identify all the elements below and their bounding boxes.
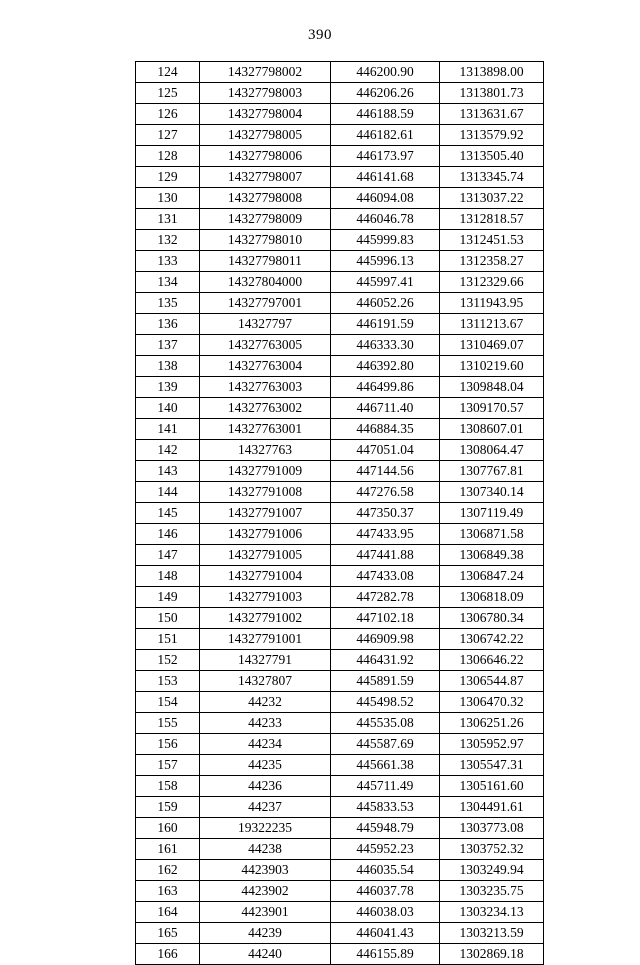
table-cell-id: 14327763 xyxy=(200,440,331,461)
table-row xyxy=(136,650,544,671)
table-cell-easting: 447276.58 xyxy=(331,482,440,503)
table-cell-id: 14327791005 xyxy=(200,545,331,566)
table-cell-easting: 447433.95 xyxy=(331,524,440,545)
table-cell-northing: 1306646.22 xyxy=(440,650,544,671)
page-number: 390 xyxy=(308,27,332,43)
table-cell-id: 44240 xyxy=(200,944,331,965)
table-row xyxy=(136,629,544,650)
table-row xyxy=(136,545,544,566)
table-cell-index: 156 xyxy=(136,734,200,755)
table-row xyxy=(136,860,544,881)
table-cell-northing: 1303752.32 xyxy=(440,839,544,860)
table-row xyxy=(136,818,544,839)
table-row xyxy=(136,524,544,545)
table-cell-easting: 446173.97 xyxy=(331,146,440,167)
table-cell-northing: 1309848.04 xyxy=(440,377,544,398)
table-cell-index: 144 xyxy=(136,482,200,503)
table-cell-northing: 1312329.66 xyxy=(440,272,544,293)
table-cell-id: 14327791008 xyxy=(200,482,331,503)
table-cell-easting: 446392.80 xyxy=(331,356,440,377)
table-cell-id: 44238 xyxy=(200,839,331,860)
table-cell-id: 14327798002 xyxy=(200,62,331,83)
table-cell-easting: 446052.26 xyxy=(331,293,440,314)
table-row xyxy=(136,251,544,272)
table-cell-index: 161 xyxy=(136,839,200,860)
table-cell-index: 148 xyxy=(136,566,200,587)
coordinates-table-container xyxy=(135,61,539,965)
table-row xyxy=(136,272,544,293)
table-cell-index: 140 xyxy=(136,398,200,419)
table-row xyxy=(136,671,544,692)
table-cell-northing: 1312451.53 xyxy=(440,230,544,251)
table-cell-id: 14327791002 xyxy=(200,608,331,629)
table-cell-northing: 1306871.58 xyxy=(440,524,544,545)
table-cell-easting: 446884.35 xyxy=(331,419,440,440)
table-cell-id: 14327791004 xyxy=(200,566,331,587)
table-cell-index: 128 xyxy=(136,146,200,167)
table-cell-northing: 1303773.08 xyxy=(440,818,544,839)
table-row xyxy=(136,839,544,860)
table-cell-northing: 1307340.14 xyxy=(440,482,544,503)
table-cell-easting: 446041.43 xyxy=(331,923,440,944)
table-cell-northing: 1313801.73 xyxy=(440,83,544,104)
table-cell-index: 134 xyxy=(136,272,200,293)
table-cell-northing: 1304491.61 xyxy=(440,797,544,818)
table-row xyxy=(136,461,544,482)
table-cell-easting: 447441.88 xyxy=(331,545,440,566)
table-cell-easting: 446909.98 xyxy=(331,629,440,650)
table-cell-index: 147 xyxy=(136,545,200,566)
table-cell-index: 155 xyxy=(136,713,200,734)
table-cell-northing: 1310219.60 xyxy=(440,356,544,377)
table-cell-id: 14327798006 xyxy=(200,146,331,167)
table-cell-id: 14327798007 xyxy=(200,167,331,188)
table-row xyxy=(136,482,544,503)
table-row xyxy=(136,692,544,713)
table-cell-index: 138 xyxy=(136,356,200,377)
table-cell-id: 14327797 xyxy=(200,314,331,335)
table-cell-index: 146 xyxy=(136,524,200,545)
table-cell-easting: 446182.61 xyxy=(331,125,440,146)
coordinates-table xyxy=(135,61,544,965)
table-row xyxy=(136,776,544,797)
table-cell-id: 4423902 xyxy=(200,881,331,902)
table-cell-easting: 445833.53 xyxy=(331,797,440,818)
table-cell-id: 14327763003 xyxy=(200,377,331,398)
table-cell-index: 149 xyxy=(136,587,200,608)
table-cell-northing: 1313579.92 xyxy=(440,125,544,146)
table-cell-index: 133 xyxy=(136,251,200,272)
table-row xyxy=(136,335,544,356)
table-row xyxy=(136,755,544,776)
table-cell-index: 126 xyxy=(136,104,200,125)
table-cell-index: 131 xyxy=(136,209,200,230)
table-cell-easting: 447433.08 xyxy=(331,566,440,587)
table-row xyxy=(136,713,544,734)
table-cell-easting: 445999.83 xyxy=(331,230,440,251)
table-cell-id: 14327763002 xyxy=(200,398,331,419)
table-row xyxy=(136,293,544,314)
table-cell-index: 127 xyxy=(136,125,200,146)
table-row xyxy=(136,797,544,818)
table-cell-index: 136 xyxy=(136,314,200,335)
table-cell-easting: 445587.69 xyxy=(331,734,440,755)
table-cell-id: 44237 xyxy=(200,797,331,818)
table-cell-northing: 1306847.24 xyxy=(440,566,544,587)
table-cell-index: 125 xyxy=(136,83,200,104)
table-row xyxy=(136,188,544,209)
table-cell-id: 14327763004 xyxy=(200,356,331,377)
table-cell-easting: 446094.08 xyxy=(331,188,440,209)
table-cell-easting: 445711.49 xyxy=(331,776,440,797)
table-cell-northing: 1313898.00 xyxy=(440,62,544,83)
table-row xyxy=(136,314,544,335)
table-cell-id: 14327798004 xyxy=(200,104,331,125)
table-cell-northing: 1303234.13 xyxy=(440,902,544,923)
table-cell-northing: 1307119.49 xyxy=(440,503,544,524)
table-cell-easting: 446431.92 xyxy=(331,650,440,671)
table-row xyxy=(136,608,544,629)
table-cell-id: 14327804000 xyxy=(200,272,331,293)
table-row xyxy=(136,440,544,461)
table-cell-index: 130 xyxy=(136,188,200,209)
table-cell-id: 14327797001 xyxy=(200,293,331,314)
table-cell-id: 14327798010 xyxy=(200,230,331,251)
table-cell-id: 44235 xyxy=(200,755,331,776)
table-cell-id: 44239 xyxy=(200,923,331,944)
table-row xyxy=(136,125,544,146)
table-cell-northing: 1311943.95 xyxy=(440,293,544,314)
table-cell-northing: 1313505.40 xyxy=(440,146,544,167)
table-cell-index: 124 xyxy=(136,62,200,83)
table-cell-id: 14327798009 xyxy=(200,209,331,230)
table-cell-northing: 1303213.59 xyxy=(440,923,544,944)
table-body xyxy=(136,62,544,965)
table-cell-northing: 1306544.87 xyxy=(440,671,544,692)
table-cell-easting: 447102.18 xyxy=(331,608,440,629)
table-cell-id: 14327798005 xyxy=(200,125,331,146)
table-cell-id: 4423903 xyxy=(200,860,331,881)
table-cell-index: 150 xyxy=(136,608,200,629)
table-cell-easting: 447282.78 xyxy=(331,587,440,608)
table-cell-northing: 1305547.31 xyxy=(440,755,544,776)
table-cell-index: 132 xyxy=(136,230,200,251)
table-cell-index: 139 xyxy=(136,377,200,398)
table-cell-id: 44234 xyxy=(200,734,331,755)
table-row xyxy=(136,419,544,440)
table-cell-id: 14327791006 xyxy=(200,524,331,545)
table-cell-northing: 1312358.27 xyxy=(440,251,544,272)
table-cell-id: 14327791003 xyxy=(200,587,331,608)
table-cell-id: 4423901 xyxy=(200,902,331,923)
table-row xyxy=(136,734,544,755)
table-cell-easting: 445891.59 xyxy=(331,671,440,692)
table-row xyxy=(136,923,544,944)
table-cell-northing: 1313037.22 xyxy=(440,188,544,209)
table-row xyxy=(136,83,544,104)
table-row xyxy=(136,167,544,188)
table-cell-easting: 446188.59 xyxy=(331,104,440,125)
table-cell-id: 14327798003 xyxy=(200,83,331,104)
table-cell-index: 163 xyxy=(136,881,200,902)
table-cell-northing: 1306470.32 xyxy=(440,692,544,713)
table-cell-easting: 446711.40 xyxy=(331,398,440,419)
table-cell-easting: 446038.03 xyxy=(331,902,440,923)
table-cell-northing: 1305952.97 xyxy=(440,734,544,755)
table-cell-id: 14327763005 xyxy=(200,335,331,356)
table-cell-easting: 445996.13 xyxy=(331,251,440,272)
table-cell-northing: 1313631.67 xyxy=(440,104,544,125)
table-cell-easting: 445535.08 xyxy=(331,713,440,734)
table-cell-easting: 446035.54 xyxy=(331,860,440,881)
table-cell-id: 44232 xyxy=(200,692,331,713)
table-cell-index: 162 xyxy=(136,860,200,881)
table-row xyxy=(136,104,544,125)
table-cell-northing: 1310469.07 xyxy=(440,335,544,356)
table-cell-id: 14327791009 xyxy=(200,461,331,482)
table-cell-index: 165 xyxy=(136,923,200,944)
table-cell-id: 44233 xyxy=(200,713,331,734)
table-cell-index: 153 xyxy=(136,671,200,692)
table-cell-easting: 445952.23 xyxy=(331,839,440,860)
table-cell-easting: 446200.90 xyxy=(331,62,440,83)
table-cell-easting: 446155.89 xyxy=(331,944,440,965)
table-cell-easting: 446499.86 xyxy=(331,377,440,398)
table-row xyxy=(136,209,544,230)
table-row xyxy=(136,566,544,587)
table-cell-easting: 446046.78 xyxy=(331,209,440,230)
table-cell-northing: 1302869.18 xyxy=(440,944,544,965)
table-cell-id: 14327798008 xyxy=(200,188,331,209)
table-cell-index: 158 xyxy=(136,776,200,797)
table-cell-id: 19322235 xyxy=(200,818,331,839)
table-row xyxy=(136,230,544,251)
table-cell-northing: 1308607.01 xyxy=(440,419,544,440)
table-cell-northing: 1306251.26 xyxy=(440,713,544,734)
table-row xyxy=(136,587,544,608)
table-cell-northing: 1309170.57 xyxy=(440,398,544,419)
table-cell-index: 152 xyxy=(136,650,200,671)
table-cell-id: 14327791001 xyxy=(200,629,331,650)
table-cell-northing: 1305161.60 xyxy=(440,776,544,797)
table-cell-easting: 446191.59 xyxy=(331,314,440,335)
table-cell-northing: 1313345.74 xyxy=(440,167,544,188)
table-cell-index: 160 xyxy=(136,818,200,839)
table-cell-id: 14327798011 xyxy=(200,251,331,272)
table-cell-id: 14327807 xyxy=(200,671,331,692)
table-cell-easting: 445997.41 xyxy=(331,272,440,293)
table-cell-id: 14327763001 xyxy=(200,419,331,440)
table-cell-id: 14327791 xyxy=(200,650,331,671)
table-cell-index: 137 xyxy=(136,335,200,356)
table-cell-index: 166 xyxy=(136,944,200,965)
table-cell-northing: 1306742.22 xyxy=(440,629,544,650)
table-row xyxy=(136,881,544,902)
table-cell-easting: 446206.26 xyxy=(331,83,440,104)
table-cell-easting: 447144.56 xyxy=(331,461,440,482)
table-cell-easting: 447350.37 xyxy=(331,503,440,524)
table-cell-index: 143 xyxy=(136,461,200,482)
table-row xyxy=(136,356,544,377)
table-cell-index: 129 xyxy=(136,167,200,188)
table-cell-id: 44236 xyxy=(200,776,331,797)
table-cell-northing: 1306818.09 xyxy=(440,587,544,608)
table-cell-easting: 446333.30 xyxy=(331,335,440,356)
table-cell-northing: 1303249.94 xyxy=(440,860,544,881)
table-cell-index: 157 xyxy=(136,755,200,776)
table-cell-index: 154 xyxy=(136,692,200,713)
table-row xyxy=(136,398,544,419)
table-cell-northing: 1308064.47 xyxy=(440,440,544,461)
table-cell-index: 142 xyxy=(136,440,200,461)
table-cell-northing: 1306849.38 xyxy=(440,545,544,566)
table-cell-index: 145 xyxy=(136,503,200,524)
table-cell-easting: 445661.38 xyxy=(331,755,440,776)
table-cell-easting: 447051.04 xyxy=(331,440,440,461)
table-cell-easting: 445498.52 xyxy=(331,692,440,713)
table-cell-northing: 1306780.34 xyxy=(440,608,544,629)
table-cell-easting: 446141.68 xyxy=(331,167,440,188)
table-row xyxy=(136,146,544,167)
table-cell-easting: 446037.78 xyxy=(331,881,440,902)
table-row xyxy=(136,503,544,524)
table-cell-northing: 1303235.75 xyxy=(440,881,544,902)
table-cell-index: 141 xyxy=(136,419,200,440)
table-cell-northing: 1312818.57 xyxy=(440,209,544,230)
table-cell-index: 164 xyxy=(136,902,200,923)
table-cell-northing: 1307767.81 xyxy=(440,461,544,482)
table-row xyxy=(136,377,544,398)
table-cell-index: 151 xyxy=(136,629,200,650)
table-cell-index: 159 xyxy=(136,797,200,818)
table-cell-northing: 1311213.67 xyxy=(440,314,544,335)
table-row xyxy=(136,944,544,965)
table-row xyxy=(136,62,544,83)
table-cell-easting: 445948.79 xyxy=(331,818,440,839)
table-cell-id: 14327791007 xyxy=(200,503,331,524)
table-cell-index: 135 xyxy=(136,293,200,314)
